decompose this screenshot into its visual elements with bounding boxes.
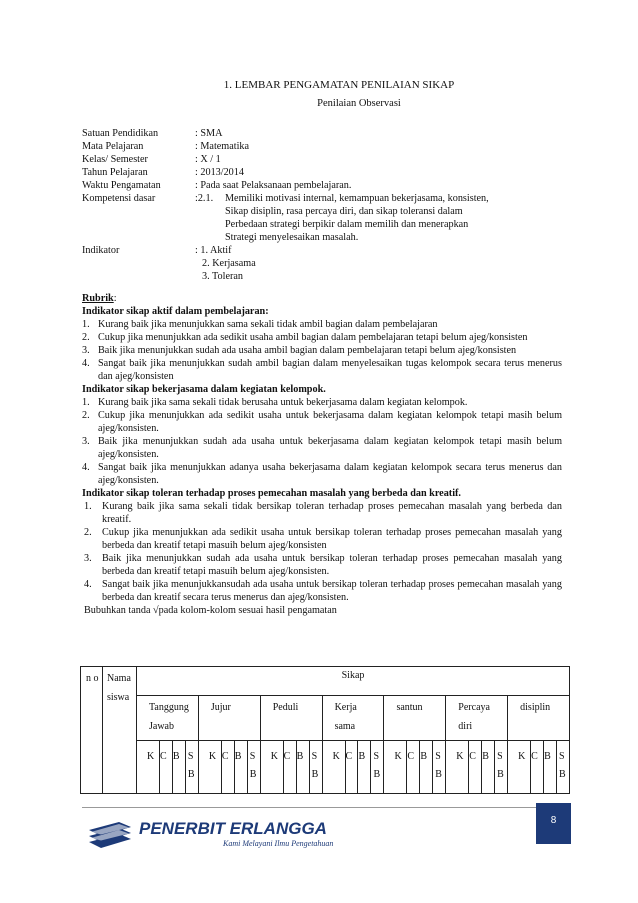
list-item — [82, 435, 562, 461]
info-value: : SMA — [195, 128, 223, 139]
header-nama: Nama siswa — [103, 667, 137, 794]
observation-table — [80, 666, 570, 794]
header-no: n o — [81, 667, 103, 794]
info-row-satuan — [82, 127, 562, 140]
score-label: B — [357, 741, 370, 793]
category-label: sama — [334, 721, 356, 732]
item-number: 1. — [84, 501, 92, 512]
list-item — [82, 500, 562, 526]
info-label: Waktu Pengamatan — [82, 180, 161, 191]
publisher-logo — [85, 812, 365, 852]
section-title-toleran: Indikator sikap toleran terhadap proses pemecahan masalah yang berbeda dan kreatif. — [82, 488, 461, 499]
item-text: Sangat baik jika menunjukkan adanya usaha bekerjasama dalam kegiatan kelompok secara terus menerus dan ajeg/konsisten. — [98, 462, 562, 486]
info-label: Satuan Pendidikan — [82, 128, 159, 139]
info-label: Tahun Pelajaran — [82, 167, 148, 178]
info-row-tahun — [82, 166, 562, 179]
list-item — [82, 357, 562, 383]
category-label: diri — [458, 721, 473, 732]
score-label: K — [456, 751, 464, 762]
kompetensi-line: Memiliki motivasi internal, kemampuan bekerjasama, konsisten, — [225, 193, 489, 204]
score-header-row — [137, 741, 569, 793]
item-text: Kurang baik jika sama sekali tidak bersikap toleran terhadap proses pemecahan masalah yang berbeda dan kreatif. — [102, 501, 562, 525]
list-item — [82, 552, 562, 578]
section-title-kerjasama: Indikator sikap bekerjasama dalam kegiatan kelompok. — [82, 384, 326, 395]
score-label: C — [530, 741, 543, 793]
info-row-kompetensi — [82, 192, 562, 244]
score-label: K — [332, 751, 340, 762]
list-item — [82, 396, 562, 409]
info-label: Indikator — [82, 245, 120, 256]
score-label: K — [208, 751, 217, 762]
score-label: S B — [309, 741, 323, 793]
page-number: 8 — [550, 815, 557, 826]
category-header — [445, 696, 507, 740]
indikator-value: : 1. Aktif — [195, 245, 232, 256]
list-item — [82, 409, 562, 435]
indikator-value: 2. Kerjasama — [202, 258, 256, 269]
info-row-waktu — [82, 179, 562, 192]
kompetensi-line: Strategi menyelesaikan masalah. — [225, 232, 359, 243]
info-row-mapel — [82, 140, 562, 153]
category-label: Peduli — [272, 702, 299, 713]
item-text: Sangat baik jika menunjukkan sudah ambil bagian dalam menyelesaikan tugas kelompok secara terus menerus dan ajeg/konsisten — [98, 358, 562, 382]
category-label: Kerja — [334, 702, 357, 713]
item-number: 3. — [84, 553, 92, 564]
item-number: 3. — [82, 345, 90, 356]
info-value: : Matematika — [195, 141, 250, 152]
score-label: K — [147, 751, 155, 762]
score-label: B — [419, 741, 432, 793]
score-label: S B — [432, 741, 446, 793]
kompetensi-line: Perbedaan strategi berpikir dalam memilih dan menerapkan — [225, 219, 469, 230]
score-label: B — [296, 741, 309, 793]
item-number: 4. — [82, 358, 90, 369]
info-value: : Pada saat Pelaksanaan pembelajaran. — [195, 180, 352, 191]
item-text: Baik jika menunjukkan sudah ada usaha untuk bersikap toleran terhadap proses pemecahan masalah yang berbeda dan kreatif tetapi masuih belum ajeg/konsisten. — [102, 553, 562, 577]
kompetensi-line: Sikap disiplin, rasa percaya diri, dan sikap toleransi dalam — [225, 206, 463, 217]
category-label: Percaya — [458, 702, 490, 713]
category-label: Jawab — [149, 721, 174, 732]
score-label: S B — [494, 741, 508, 793]
score-label: K — [270, 751, 278, 762]
document-subtitle: Penilaian Observasi — [317, 98, 401, 109]
score-label: C — [159, 741, 172, 793]
kompetensi-number: :2.1. — [195, 193, 214, 204]
info-value: : 2013/2014 — [195, 167, 244, 178]
category-header — [260, 696, 322, 740]
score-label: S B — [185, 741, 199, 793]
info-row-kelas — [82, 153, 562, 166]
score-label: C — [406, 741, 419, 793]
item-number: 4. — [84, 579, 92, 590]
book-stack-icon — [89, 822, 131, 848]
info-label: Kelas/ Semester — [82, 154, 148, 165]
item-text: Sangat baik jika menunjukkansudah ada usaha untuk bersikap toleran terhadap proses pemecahan masalah yang berbeda dan kreatif secara terus menerus dan ajeg/konsisten. — [102, 579, 562, 603]
score-label: C — [468, 741, 481, 793]
item-number: 2. — [82, 410, 90, 421]
list-item — [82, 318, 562, 331]
info-value: : X / 1 — [195, 154, 221, 165]
score-label: K — [394, 751, 402, 762]
header-sikap: Sikap — [137, 667, 570, 696]
item-number: 3. — [82, 436, 90, 447]
item-number: 1. — [82, 397, 90, 408]
item-text: Baik jika menunjukkan sudah ada usaha ambil bagian dalam pembelajaran tetapi belum ajeg/konsisten — [98, 345, 517, 356]
info-label: Kompetensi dasar — [82, 193, 156, 204]
document-title: 1. LEMBAR PENGAMATAN PENILAIAN SIKAP — [223, 79, 455, 91]
publisher-tagline: Kami Melayani Ilmu Pengetahuan — [223, 839, 334, 848]
score-label: C — [221, 741, 234, 793]
category-label: santun — [396, 702, 423, 713]
category-header — [198, 696, 260, 740]
item-number: 2. — [82, 332, 90, 343]
score-label: C — [283, 741, 296, 793]
publisher-name: PENERBIT ERLANGGA — [139, 819, 327, 838]
instruction-text: Bubuhkan tanda √pada kolom-kolom sesuai hasil pengamatan — [84, 605, 337, 616]
rubrik-colon: : — [113, 293, 117, 304]
score-label: B — [481, 741, 494, 793]
rubrik-heading: Rubrik — [82, 293, 114, 304]
item-text: Kurang baik jika menunjukkan sama sekali tidak ambil bagian dalam pembelajaran — [98, 319, 438, 330]
list-item — [82, 344, 562, 357]
page-number-box — [536, 803, 571, 844]
item-text: Baik jika menunjukkan sudah ada usaha untuk bekerjasama dalam kegiatan kelompok tetapi masih belum ajeg/konsisten. — [98, 436, 562, 460]
footer-divider — [82, 807, 568, 808]
score-label: S B — [247, 741, 261, 793]
score-label: C — [345, 741, 358, 793]
category-label: Tanggung — [149, 702, 189, 713]
list-item — [82, 578, 562, 604]
info-label: Mata Pelajaran — [82, 141, 144, 152]
score-label: S B — [370, 741, 384, 793]
score-label: K — [518, 751, 526, 762]
category-header — [507, 696, 569, 740]
score-label: B — [543, 741, 556, 793]
category-row — [137, 696, 569, 740]
score-label: B — [172, 741, 185, 793]
category-header — [383, 696, 445, 740]
item-number: 2. — [84, 527, 92, 538]
indikator-value: 3. Toleran — [202, 271, 243, 282]
info-block — [82, 127, 562, 283]
item-text: Cukup jika menunjukkan ada sedikit usaha untuk bersikap toleran terhadap proses pemecahan masalah yang berbeda dan kreatif tetapi masuih belum ajeg/konsisten — [102, 527, 562, 551]
score-label: S B — [556, 741, 569, 793]
item-text: Cukup jika menunjukkan ada sedikit usaha untuk bekerjasama dalam kegiatan kelompok tetapi masih belum ajeg/konsisten. — [98, 410, 562, 434]
item-text: Kurang baik jika sama sekali tidak berusaha untuk bekerjasama dalam kegiatan kelompok. — [98, 397, 468, 408]
item-number: 4. — [82, 462, 90, 473]
category-label: disiplin — [520, 702, 551, 713]
info-row-indikator — [82, 244, 562, 283]
rubrik-section — [82, 292, 562, 617]
category-header — [137, 696, 198, 740]
section-title-aktif: Indikator sikap aktif dalam pembelajaran: — [82, 306, 269, 317]
category-label: Jujur — [210, 702, 231, 713]
list-item — [82, 331, 562, 344]
category-header — [322, 696, 384, 740]
item-number: 1. — [82, 319, 90, 330]
list-item — [82, 526, 562, 552]
list-item — [82, 461, 562, 487]
item-text: Cukup jika menunjukkan ada sedikit usaha ambil bagian dalam pembelajaran tetapi belum ajeg/konsisten — [98, 332, 528, 343]
score-label: B — [234, 741, 247, 793]
